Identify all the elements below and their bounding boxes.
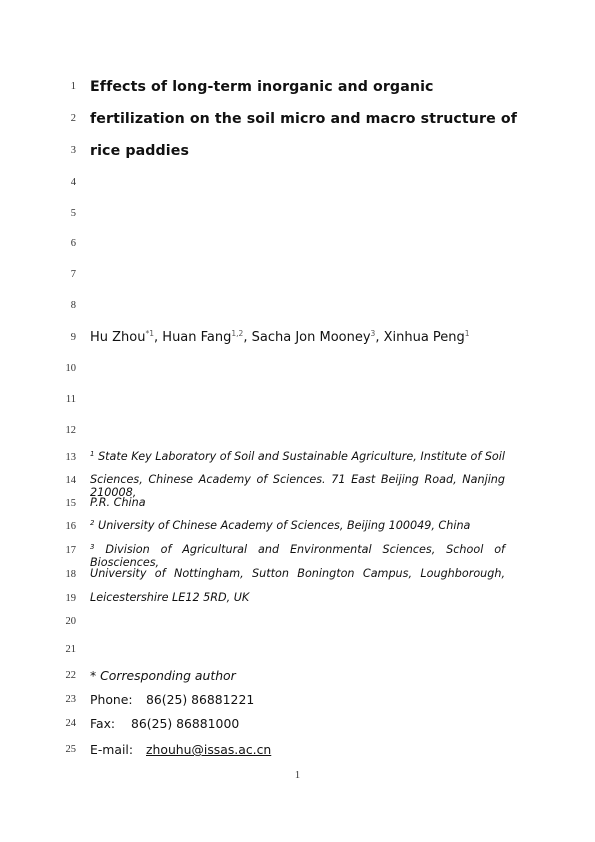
- line-number: 17: [65, 545, 76, 556]
- author-affiliation-mark: 1: [464, 329, 470, 338]
- line-number: 15: [65, 498, 76, 509]
- phone-label: Phone:: [90, 692, 133, 707]
- author-affiliation-mark: 3: [370, 329, 376, 338]
- phone-value: 86(25) 86881221: [146, 692, 255, 707]
- line-number: 8: [70, 300, 76, 311]
- line-number: 2: [70, 113, 76, 124]
- author-separator: ,: [154, 330, 163, 345]
- affiliation-line: Sciences, Chinese Academy of Sciences. 71 East Beijing Road, Nanjing 210008,: [90, 473, 505, 499]
- line-number: 18: [65, 569, 76, 580]
- fax-value: 86(25) 86881000: [131, 716, 240, 731]
- author-name: Sacha Jon Mooney: [251, 330, 371, 345]
- line-number: 13: [65, 452, 76, 463]
- line-number: 20: [65, 616, 76, 627]
- line-number: 16: [65, 521, 76, 532]
- author-affiliation-mark: *1: [145, 329, 155, 338]
- line-number: 23: [65, 694, 76, 705]
- line-number: 19: [65, 593, 76, 604]
- affiliation-mark: 3: [90, 543, 95, 551]
- affiliation-line: Leicestershire LE12 5RD, UK: [90, 591, 250, 604]
- author-affiliation-mark: 1,2: [231, 329, 244, 338]
- line-number: 10: [65, 363, 76, 374]
- affiliation-mark: 1: [90, 450, 95, 458]
- line-number: 7: [70, 269, 76, 280]
- line-number: 24: [65, 718, 76, 729]
- email-link[interactable]: zhouhu@issas.ac.cn: [146, 742, 272, 757]
- email-line: [90, 742, 271, 757]
- author-name: Huan Fang: [162, 330, 232, 345]
- line-number: 11: [65, 394, 76, 405]
- author-list: [90, 329, 470, 345]
- line-number: 12: [65, 425, 76, 436]
- author-separator: ,: [243, 330, 252, 345]
- line-number: 9: [70, 332, 76, 343]
- paper-title-line: fertilization on the soil micro and macro structure of: [90, 111, 517, 127]
- affiliation-mark: 2: [90, 519, 95, 527]
- affiliation-line: [90, 450, 505, 463]
- affiliation-text: State Key Laboratory of Soil and Sustainable Agriculture, Institute of Soil: [98, 450, 505, 463]
- author-name: Hu Zhou: [90, 330, 146, 345]
- line-number: 4: [70, 177, 76, 188]
- line-number: 6: [70, 238, 76, 249]
- affiliation-line: [90, 519, 470, 532]
- paper-title-line: rice paddies: [90, 143, 190, 159]
- affiliation-line: [90, 543, 505, 569]
- fax-label: Fax:: [90, 716, 116, 731]
- line-number: 22: [65, 670, 76, 681]
- email-label: E-mail:: [90, 742, 134, 757]
- phone-line: [90, 692, 254, 707]
- corresponding-author-note: * Corresponding author: [90, 668, 236, 683]
- line-number: 25: [65, 744, 76, 755]
- affiliation-line: P.R. China: [90, 496, 146, 509]
- paper-title-line: Effects of long-term inorganic and organic: [90, 79, 434, 95]
- affiliation-line: University of Nottingham, Sutton Bonington Campus, Loughborough,: [90, 567, 505, 580]
- affiliation-text: University of Chinese Academy of Sciences, Beijing 100049, China: [98, 519, 471, 532]
- line-number: 21: [65, 644, 76, 655]
- line-number: 14: [65, 475, 76, 486]
- line-number: 1: [70, 81, 76, 92]
- affiliation-text: Division of Agricultural and Environmental Sciences, School of Biosciences,: [90, 543, 505, 569]
- author-name: Xinhua Peng: [383, 330, 465, 345]
- fax-line: [90, 716, 239, 731]
- line-number: 3: [70, 145, 76, 156]
- page-number: 1: [294, 770, 301, 781]
- line-number: 5: [70, 208, 76, 219]
- author-separator: ,: [375, 330, 384, 345]
